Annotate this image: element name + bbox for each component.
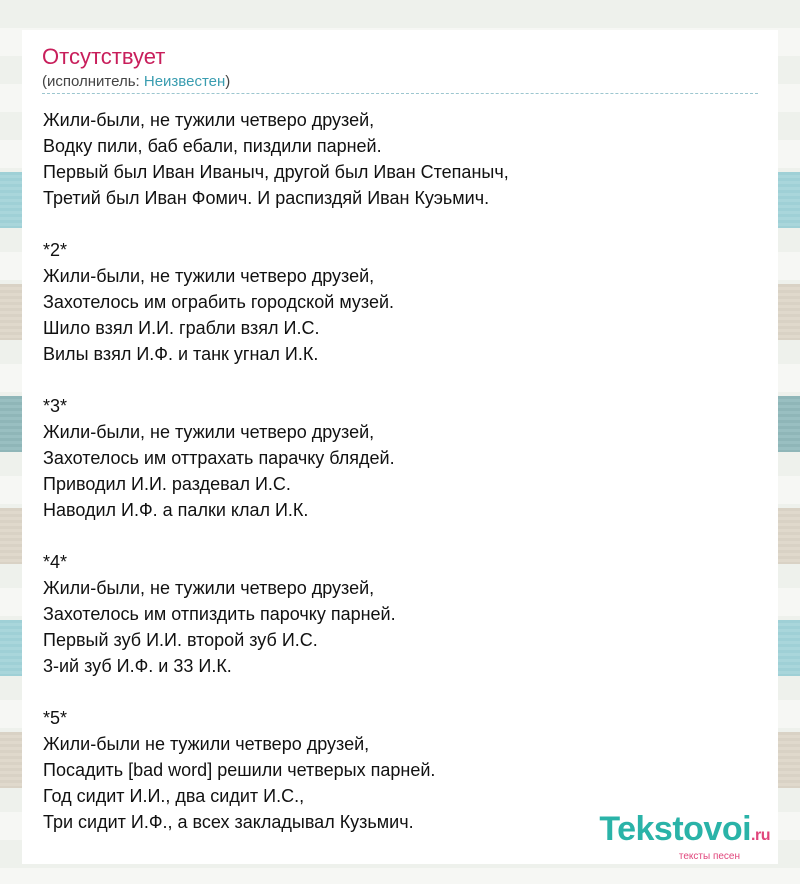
lyric-line: Жили-были, не тужили четверо друзей, — [43, 266, 375, 286]
lyric-line — [43, 211, 763, 237]
lyric-line: Жили-были не тужили четверо друзей, — [43, 734, 370, 754]
lyric-line: Захотелось им отпиздить парочку парней. — [43, 604, 396, 624]
lyric-line — [43, 523, 763, 549]
artist-link[interactable]: Неизвестен — [143, 73, 226, 90]
logo-tld: .ru — [751, 827, 770, 844]
artist-prefix: (исполнитель: — [42, 73, 144, 90]
lyric-line: *4* — [43, 552, 68, 572]
lyric-line — [43, 367, 763, 393]
lyric-line: Год сидит И.И., два сидит И.С., — [43, 786, 305, 806]
lyrics-card — [22, 30, 778, 864]
logo-name: Tekstovoi — [599, 810, 752, 848]
lyric-line: Жили-были, не тужили четверо друзей, — [43, 110, 375, 130]
lyric-line: Первый был Иван Иваныч, другой был Иван Степаныч, — [43, 162, 509, 182]
lyric-line: 3-ий зуб И.Ф. и 33 И.К. — [43, 656, 232, 676]
lyric-line: Вилы взял И.Ф. и танк угнал И.К. — [43, 344, 319, 364]
logo-tagline: тексты песен — [678, 851, 740, 862]
divider — [42, 93, 758, 94]
lyrics-text — [43, 107, 763, 835]
lyric-line: *3* — [43, 396, 68, 416]
lyric-line: Водку пили, баб ебали, пиздили парней. — [43, 136, 382, 156]
site-logo[interactable] — [599, 812, 770, 862]
artist-suffix: ) — [225, 73, 231, 90]
song-title: Отсутствует — [42, 44, 166, 69]
artist-line — [42, 73, 230, 90]
lyric-line: Три сидит И.Ф., а всех закладывал Кузьмич. — [43, 812, 414, 832]
lyric-line: Приводил И.И. раздевал И.С. — [43, 474, 291, 494]
lyric-line: Шило взял И.И. грабли взял И.С. — [43, 318, 320, 338]
lyric-line: Жили-были, не тужили четверо друзей, — [43, 578, 375, 598]
lyric-line: *2* — [43, 240, 68, 260]
lyric-line: Захотелось им ограбить городской музей. — [43, 292, 395, 312]
lyric-line: Жили-были, не тужили четверо друзей, — [43, 422, 375, 442]
lyric-line: Захотелось им оттрахать парачку блядей. — [43, 448, 395, 468]
lyric-line: Первый зуб И.И. второй зуб И.С. — [43, 630, 318, 650]
lyric-line: Посадить [bad word] решили четверых парней. — [43, 760, 436, 780]
lyric-line: *5* — [43, 708, 68, 728]
lyric-line: Третий был Иван Фомич. И распиздяй Иван Куэьмич. — [43, 188, 490, 208]
lyric-line: Наводил И.Ф. а палки клал И.К. — [43, 500, 309, 520]
lyric-line — [43, 679, 763, 705]
